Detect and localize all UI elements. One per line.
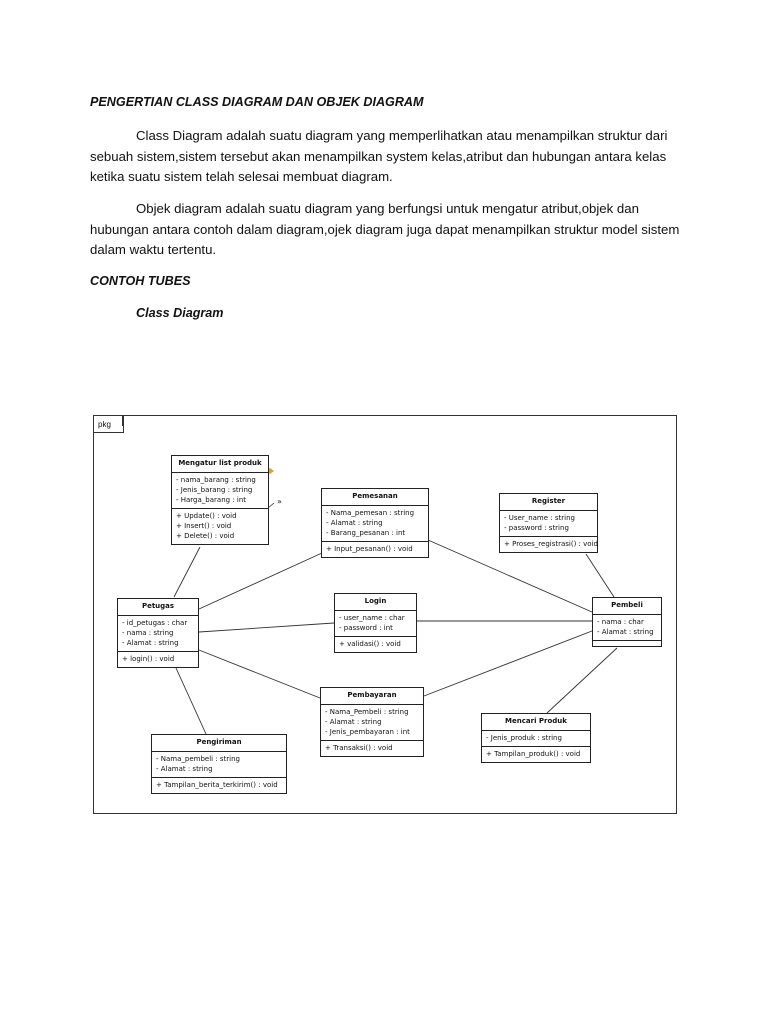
operation: + Tampilan_berita_terkirim() : void <box>156 781 278 789</box>
operation: + Delete() : void <box>176 532 235 540</box>
section-heading: CONTOH TUBES <box>90 274 191 288</box>
class-login <box>334 593 417 653</box>
attributes-section <box>335 611 416 637</box>
operations-section <box>118 652 198 667</box>
attributes-section <box>482 731 590 747</box>
class-name: Register <box>500 494 597 511</box>
attributes-section <box>500 511 597 537</box>
class-name: Mengatur list produk <box>172 456 268 473</box>
operation: + Update() : void <box>176 512 237 520</box>
operation: + Input_pesanan() : void <box>326 545 413 553</box>
operations-section <box>482 747 590 762</box>
document-title: PENGERTIAN CLASS DIAGRAM DAN OBJEK DIAGRAM <box>90 95 424 109</box>
operations-section <box>593 641 661 646</box>
attribute: - user_name : char <box>339 614 405 622</box>
operation: + Proses_registrasi() : void <box>504 540 598 548</box>
paragraph-class-diagram <box>90 126 680 188</box>
attribute: - Alamat : string <box>326 519 383 527</box>
uml-class-diagram <box>93 415 677 814</box>
operations-section <box>321 741 423 756</box>
attributes-section <box>593 615 661 641</box>
attributes-section <box>172 473 268 509</box>
subsection-heading: Class Diagram <box>136 306 224 320</box>
attributes-section <box>321 705 423 741</box>
class-pemesanan <box>321 488 429 558</box>
class-pengiriman <box>151 734 287 794</box>
class-register <box>499 493 598 553</box>
attribute: - Jenis_barang : string <box>176 486 253 494</box>
operation: + validasi() : void <box>339 640 401 648</box>
attribute: - password : int <box>339 624 393 632</box>
assoc-petugas-login <box>199 623 334 632</box>
attribute: - id_petugas : char <box>122 619 188 627</box>
operations-section <box>172 509 268 544</box>
attributes-section <box>118 616 198 652</box>
operations-section <box>152 778 286 793</box>
attribute: - Nama_pemesan : string <box>326 509 415 517</box>
operations-section <box>500 537 597 552</box>
class-name: Login <box>335 594 416 611</box>
attribute: - Barang_pesanan : int <box>326 529 406 537</box>
class-name: Petugas <box>118 599 198 616</box>
class-mencari-produk <box>481 713 591 763</box>
operation: + Insert() : void <box>176 522 232 530</box>
attribute: - Alamat : string <box>597 628 654 636</box>
attribute: - Nama_pembeli : string <box>156 755 240 763</box>
paragraph-object-diagram <box>90 199 680 261</box>
assoc-petugas-pengiriman <box>176 668 206 734</box>
attribute: - Jenis_produk : string <box>486 734 562 742</box>
attribute: - Jenis_pembayaran : int <box>325 728 410 736</box>
attributes-section <box>152 752 286 778</box>
attribute: - Alamat : string <box>325 718 382 726</box>
class-name: Pembeli <box>593 598 661 615</box>
operation: + login() : void <box>122 655 175 663</box>
attribute: - nama : char <box>597 618 644 626</box>
assoc-register-pembeli <box>586 554 614 597</box>
package-tab: pkg <box>94 416 124 433</box>
class-name: Pengiriman <box>152 735 286 752</box>
attribute: - User_name : string <box>504 514 575 522</box>
assoc-petugas-pemesanan <box>199 553 322 609</box>
attribute: - Alamat : string <box>156 765 213 773</box>
attribute: - nama_barang : string <box>176 476 256 484</box>
attributes-section <box>322 506 428 542</box>
operations-section <box>335 637 416 652</box>
attribute: - Harga_barang : int <box>176 496 247 504</box>
attribute: - nama : string <box>122 629 174 637</box>
class-name: Pembayaran <box>321 688 423 705</box>
attribute: - password : string <box>504 524 569 532</box>
stereotype-arrow-icon: » <box>277 497 282 506</box>
assoc-petugas-pembayaran <box>199 650 320 698</box>
paragraph-2-text: Objek diagram adalah suatu diagram yang berfungsi untuk mengatur atribut,objek dan hubungan antara contoh dalam diagram,ojek diagram juga dapat menampilkan struktur model sistem dalam waktu tertentu. <box>90 201 680 257</box>
class-pembeli <box>592 597 662 647</box>
class-name: Pemesanan <box>322 489 428 506</box>
assoc-pembayaran-pembeli <box>424 631 592 696</box>
paragraph-1-text: Class Diagram adalah suatu diagram yang memperlihatkan atau menampilkan struktur dari sebuah sistem,sistem tersebut akan menampilkan system kelas,atribut dan hubungan antara kelas ketika suatu sistem telah selesai membuat diagram. <box>90 128 668 184</box>
attribute: - Nama_Pembeli : string <box>325 708 409 716</box>
operations-section <box>322 542 428 557</box>
class-pembayaran <box>320 687 424 757</box>
class-name: Mencari Produk <box>482 714 590 731</box>
class-mengatur-list-produk <box>171 455 269 545</box>
assoc-mencari-pembeli <box>547 648 617 713</box>
operation: + Tampilan_produk() : void <box>486 750 581 758</box>
attribute: - Alamat : string <box>122 639 179 647</box>
assoc-petugas-mengatur <box>174 547 200 597</box>
class-petugas <box>117 598 199 668</box>
operation: + Transaksi() : void <box>325 744 393 752</box>
